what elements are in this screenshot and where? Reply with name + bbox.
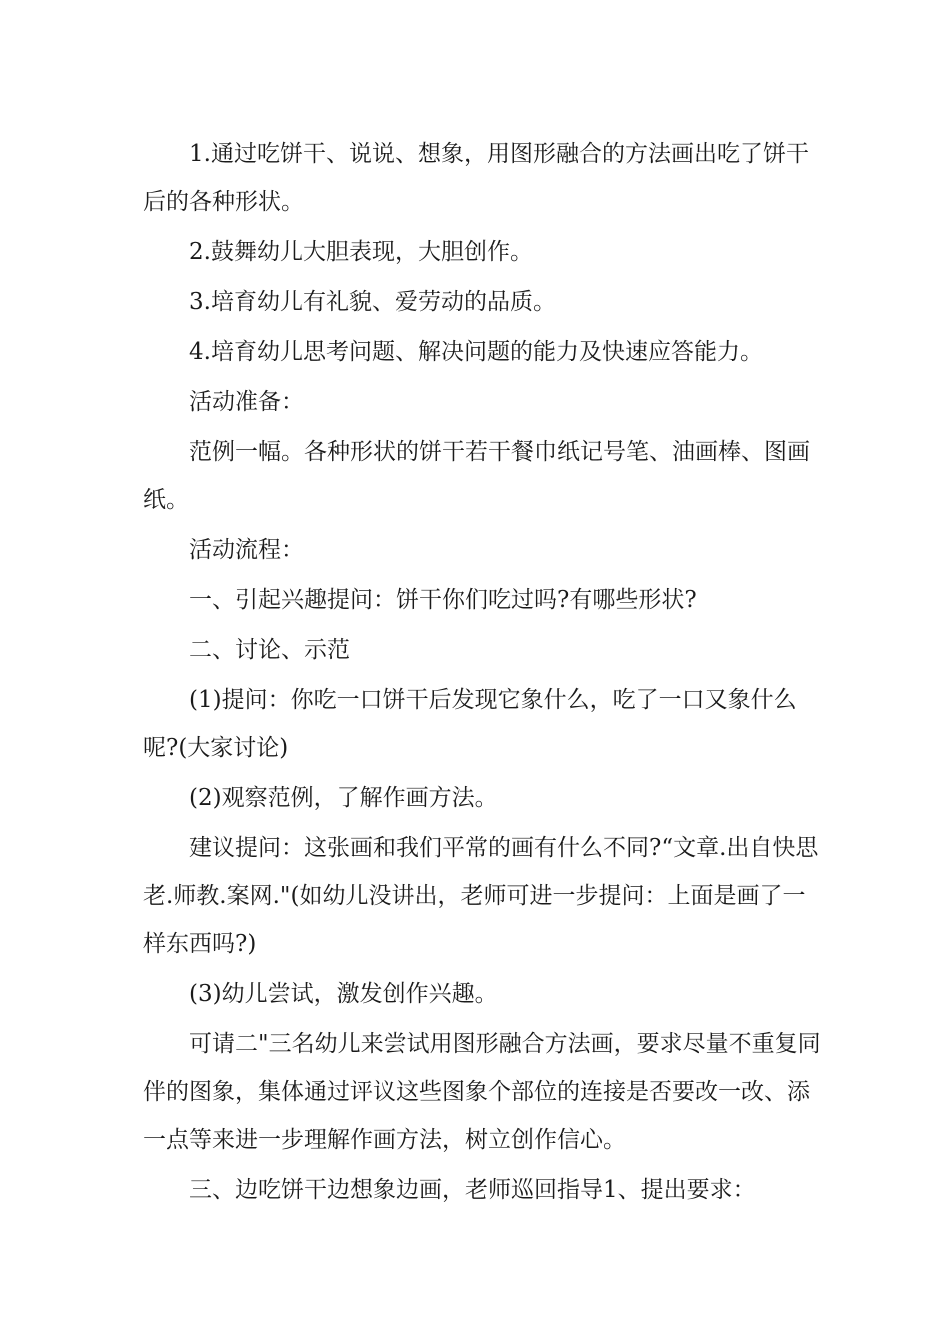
heading-preparation: 活动准备： [189, 389, 304, 415]
paragraph-question: (1)提问：你吃一口饼干后发现它象什么，吃了一口又象什么呢?(大家讨论) [143, 687, 797, 761]
paragraph-suggested-question: 建议提问：这张画和我们平常的画有什么不同?“文章.出自快思老.师教.案网."(如幼儿没讲出，老师可进一步提问：上面是画了一样东西吗?) [143, 835, 819, 957]
paragraph-goal-1: 1.通过吃饼干、说说、想象，用图形融合的方法画出吃了饼干后的各种形状。 [143, 141, 809, 215]
paragraph-goal-4: 4.培育幼儿思考问题、解决问题的能力及快速应答能力。 [189, 339, 763, 365]
paragraph-try: (3)幼儿尝试，激发创作兴趣。 [189, 981, 498, 1007]
paragraph-step-1: 一、引起兴趣提问：饼干你们吃过吗?有哪些形状? [189, 587, 697, 613]
document-body [143, 130, 823, 1216]
paragraph-materials: 范例一幅。各种形状的饼干若干餐巾纸记号笔、油画棒、图画纸。 [143, 439, 810, 513]
paragraph-step-2: 二、讨论、示范 [189, 637, 350, 663]
paragraph-goal-2: 2.鼓舞幼儿大胆表现，大胆创作。 [189, 239, 533, 265]
paragraph-observe: (2)观察范例，了解作画方法。 [189, 785, 498, 811]
heading-process: 活动流程： [189, 537, 304, 563]
paragraph-step-3: 三、边吃饼干边想象边画，老师巡回指导1、提出要求： [189, 1177, 756, 1203]
paragraph-invite: 可请二"三名幼儿来尝试用图形融合方法画，要求尽量不重复同伴的图象，集体通过评议这些图象个部位的连接是否要改一改、添一点等来进一步理解作画方法，树立创作信心。 [143, 1031, 821, 1153]
paragraph-goal-3: 3.培育幼儿有礼貌、爱劳动的品质。 [189, 289, 556, 315]
